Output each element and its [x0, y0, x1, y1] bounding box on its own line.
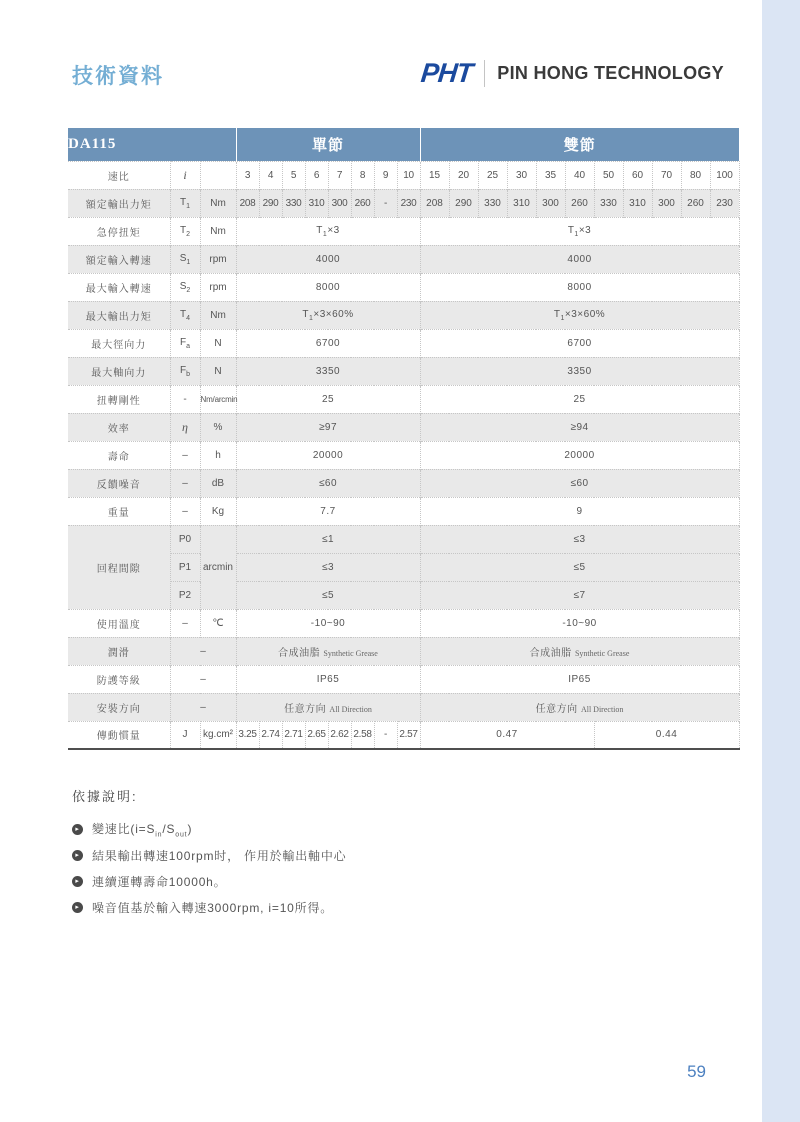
value-cell: 300	[328, 189, 351, 217]
row-symbol: $T_2$	[170, 217, 200, 245]
table-row	[68, 693, 739, 721]
row-label: 最大輸入轉速	[68, 273, 170, 301]
single-stage-header-cell: 單節	[236, 128, 420, 161]
value-cell: 290	[449, 189, 478, 217]
row-unit: N	[200, 357, 236, 385]
row-label: 速比	[68, 161, 170, 189]
note-text: 連續運轉壽命10000h。	[92, 875, 227, 890]
single-stage-value: 3350	[236, 357, 420, 385]
single-stage-value: IP65	[236, 665, 420, 693]
double-stage-value: 9	[420, 497, 739, 525]
row-symbol: $F_b$	[170, 357, 200, 385]
value-cell: 300	[652, 189, 681, 217]
spec-table	[68, 128, 740, 750]
row-symbol: –	[170, 441, 200, 469]
value-cell: 230	[397, 189, 420, 217]
double-stage-value: 25	[420, 385, 739, 413]
double-stage-value: ≤5	[420, 553, 739, 581]
value-cell: 50	[594, 161, 623, 189]
value-cell: 2.74	[259, 721, 282, 749]
double-stage-header-cell: 雙節	[420, 128, 739, 161]
value-cell: 25	[478, 161, 507, 189]
table-row	[68, 245, 739, 273]
single-stage-value: ≤60	[236, 469, 420, 497]
row-label: 安裝方向	[68, 693, 170, 721]
value-cell: 300	[536, 189, 565, 217]
notes-section	[72, 786, 592, 925]
value-cell: 2.65	[305, 721, 328, 749]
single-stage-value: 4000	[236, 245, 420, 273]
table-row	[68, 301, 739, 329]
row-unit: Nm	[200, 217, 236, 245]
row-unit: rpm	[200, 273, 236, 301]
row-label: 額定輸入轉速	[68, 245, 170, 273]
row-symbol: $S_1$	[170, 245, 200, 273]
row-label: 壽命	[68, 441, 170, 469]
table-row	[68, 217, 739, 245]
page-number: 59	[687, 1062, 706, 1081]
single-stage-value: ≤1	[236, 525, 420, 553]
double-stage-value: ≤3	[420, 525, 739, 553]
value-cell: 330	[594, 189, 623, 217]
row-label: 最大軸向力	[68, 357, 170, 385]
table-row	[68, 525, 739, 553]
spec-table-body	[68, 161, 739, 749]
row-symbol: –	[170, 497, 200, 525]
single-stage-value: 8000	[236, 273, 420, 301]
value-cell: 3.25	[236, 721, 259, 749]
single-stage-value: ≥97	[236, 413, 420, 441]
table-row	[68, 273, 739, 301]
table-row	[68, 385, 739, 413]
row-unit: %	[200, 413, 236, 441]
value-cell: 20	[449, 161, 478, 189]
notes-heading: 依據說明:	[72, 789, 138, 804]
row-unit: N	[200, 329, 236, 357]
value-cell: 40	[565, 161, 594, 189]
row-unit	[200, 161, 236, 189]
row-unit: Nm	[200, 301, 236, 329]
row-label: 反饋噪音	[68, 469, 170, 497]
value-cell: 30	[507, 161, 536, 189]
value-cell: 2.62	[328, 721, 351, 749]
value-cell: 80	[681, 161, 710, 189]
value-cell: 7	[328, 161, 351, 189]
double-stage-value: 8000	[420, 273, 739, 301]
note-text: 結果輸出轉速100rpm时， 作用於輸出軸中心	[92, 849, 347, 864]
table-row	[68, 721, 739, 749]
row-unit: rpm	[200, 245, 236, 273]
row-label: 使用溫度	[68, 609, 170, 637]
single-stage-value: 7.7	[236, 497, 420, 525]
value-cell: -	[374, 189, 397, 217]
single-stage-value: 任意方向 All Direction	[236, 693, 420, 721]
value-cell: 5	[282, 161, 305, 189]
value-cell: 330	[282, 189, 305, 217]
row-unit: Nm	[200, 189, 236, 217]
value-cell: -	[374, 721, 397, 749]
double-stage-value: 合成油脂 Synthetic Grease	[420, 637, 739, 665]
row-symbol: –	[170, 609, 200, 637]
row-label: 最大徑向力	[68, 329, 170, 357]
table-row	[68, 665, 739, 693]
note-bullet-icon: ▸	[72, 850, 83, 861]
row-label: 效率	[68, 413, 170, 441]
value-cell: 310	[623, 189, 652, 217]
page-edge-strip	[762, 0, 800, 1122]
double-stage-value: ≥94	[420, 413, 739, 441]
row-label: 傳動慣量	[68, 721, 170, 749]
double-stage-value: -10~90	[420, 609, 739, 637]
row-unit: ℃	[200, 609, 236, 637]
double-stage-value: 3350	[420, 357, 739, 385]
value-cell: 0.47	[420, 721, 594, 749]
row-symbol: J	[170, 721, 200, 749]
value-cell: 2.71	[282, 721, 305, 749]
value-cell: 260	[681, 189, 710, 217]
note-text: 變速比$(i=S_{in}/S_{out})$	[92, 822, 193, 839]
row-symbol: $T_4$	[170, 301, 200, 329]
value-cell: 0.44	[594, 721, 739, 749]
table-row	[68, 329, 739, 357]
logo-divider	[484, 60, 485, 87]
row-label: 急停扭矩	[68, 217, 170, 245]
double-stage-value: 20000	[420, 441, 739, 469]
value-cell: 100	[710, 161, 739, 189]
table-row	[68, 441, 739, 469]
single-stage-value: $T_1\times 3\times 60\%$	[236, 301, 420, 329]
row-symbol: i	[170, 161, 200, 189]
double-stage-value: 6700	[420, 329, 739, 357]
row-unit: dB	[200, 469, 236, 497]
double-stage-value: 4000	[420, 245, 739, 273]
pht-logo-mark: PHT	[419, 58, 474, 88]
value-cell: 4	[259, 161, 282, 189]
single-stage-value: 6700	[236, 329, 420, 357]
row-symbol: $T_1$	[170, 189, 200, 217]
table-row	[68, 497, 739, 525]
row-symbol: –	[170, 693, 236, 721]
value-cell: 2.58	[351, 721, 374, 749]
row-symbol: η	[170, 413, 200, 441]
note-item	[72, 820, 592, 838]
note-bullet-icon: ▸	[72, 876, 83, 887]
row-unit: kg.cm²	[200, 721, 236, 749]
value-cell: 9	[374, 161, 397, 189]
double-stage-value: $T_1\times 3$	[420, 217, 739, 245]
value-cell: 8	[351, 161, 374, 189]
single-stage-value: $T_1\times 3$	[236, 217, 420, 245]
row-label: 潤滑	[68, 637, 170, 665]
value-cell: 310	[507, 189, 536, 217]
table-row	[68, 609, 739, 637]
row-label: 額定輸出力矩	[68, 189, 170, 217]
row-label: 回程間隙	[68, 525, 170, 609]
value-cell: 310	[305, 189, 328, 217]
note-bullet-icon: ▸	[72, 824, 83, 835]
table-header-row	[68, 128, 739, 161]
row-label: 防護等級	[68, 665, 170, 693]
row-symbol: –	[170, 469, 200, 497]
value-cell: 208	[420, 189, 449, 217]
backlash-grade: P1	[170, 553, 200, 581]
single-stage-value: 合成油脂 Synthetic Grease	[236, 637, 420, 665]
row-label: 最大輸出力矩	[68, 301, 170, 329]
value-cell: 260	[351, 189, 374, 217]
single-stage-value: 20000	[236, 441, 420, 469]
value-cell: 330	[478, 189, 507, 217]
table-row	[68, 413, 739, 441]
model-header-cell: DA115	[68, 128, 236, 161]
double-stage-value: ≤60	[420, 469, 739, 497]
value-cell: 70	[652, 161, 681, 189]
double-stage-value: $T_1\times 3\times 60\%$	[420, 301, 739, 329]
note-item	[72, 873, 592, 890]
single-stage-value: ≤5	[236, 581, 420, 609]
value-cell: 10	[397, 161, 420, 189]
backlash-grade: P2	[170, 581, 200, 609]
note-text: 噪音值基於輸入轉速3000rpm, i=10所得。	[92, 901, 334, 916]
single-stage-value: 25	[236, 385, 420, 413]
row-symbol: $S_2$	[170, 273, 200, 301]
row-symbol: $F_a$	[170, 329, 200, 357]
double-stage-value: IP65	[420, 665, 739, 693]
note-item	[72, 899, 592, 916]
value-cell: 35	[536, 161, 565, 189]
double-stage-value: 任意方向 All Direction	[420, 693, 739, 721]
value-cell: 60	[623, 161, 652, 189]
double-stage-value: ≤7	[420, 581, 739, 609]
value-cell: 3	[236, 161, 259, 189]
page-title: 技術資料	[72, 65, 164, 88]
single-stage-value: ≤3	[236, 553, 420, 581]
company-logo	[421, 58, 724, 89]
table-row	[68, 637, 739, 665]
company-name: PIN HONG TECHNOLOGY	[497, 63, 724, 83]
value-cell: 260	[565, 189, 594, 217]
row-unit: Kg	[200, 497, 236, 525]
row-label: 扭轉剛性	[68, 385, 170, 413]
note-bullet-icon: ▸	[72, 902, 83, 913]
value-cell: 15	[420, 161, 449, 189]
row-unit: Nm/arcmin	[200, 385, 236, 413]
table-row	[68, 161, 739, 189]
row-symbol: –	[170, 665, 236, 693]
value-cell: 6	[305, 161, 328, 189]
table-row	[68, 189, 739, 217]
single-stage-value: -10~90	[236, 609, 420, 637]
row-unit: h	[200, 441, 236, 469]
row-symbol: –	[170, 637, 236, 665]
backlash-grade: P0	[170, 525, 200, 553]
table-row	[68, 357, 739, 385]
row-label: 重量	[68, 497, 170, 525]
value-cell: 290	[259, 189, 282, 217]
notes-list	[72, 820, 592, 916]
value-cell: 230	[710, 189, 739, 217]
row-unit: arcmin	[200, 525, 236, 609]
note-item	[72, 847, 592, 864]
value-cell: 208	[236, 189, 259, 217]
table-row	[68, 469, 739, 497]
value-cell: 2.57	[397, 721, 420, 749]
row-symbol: -	[170, 385, 200, 413]
